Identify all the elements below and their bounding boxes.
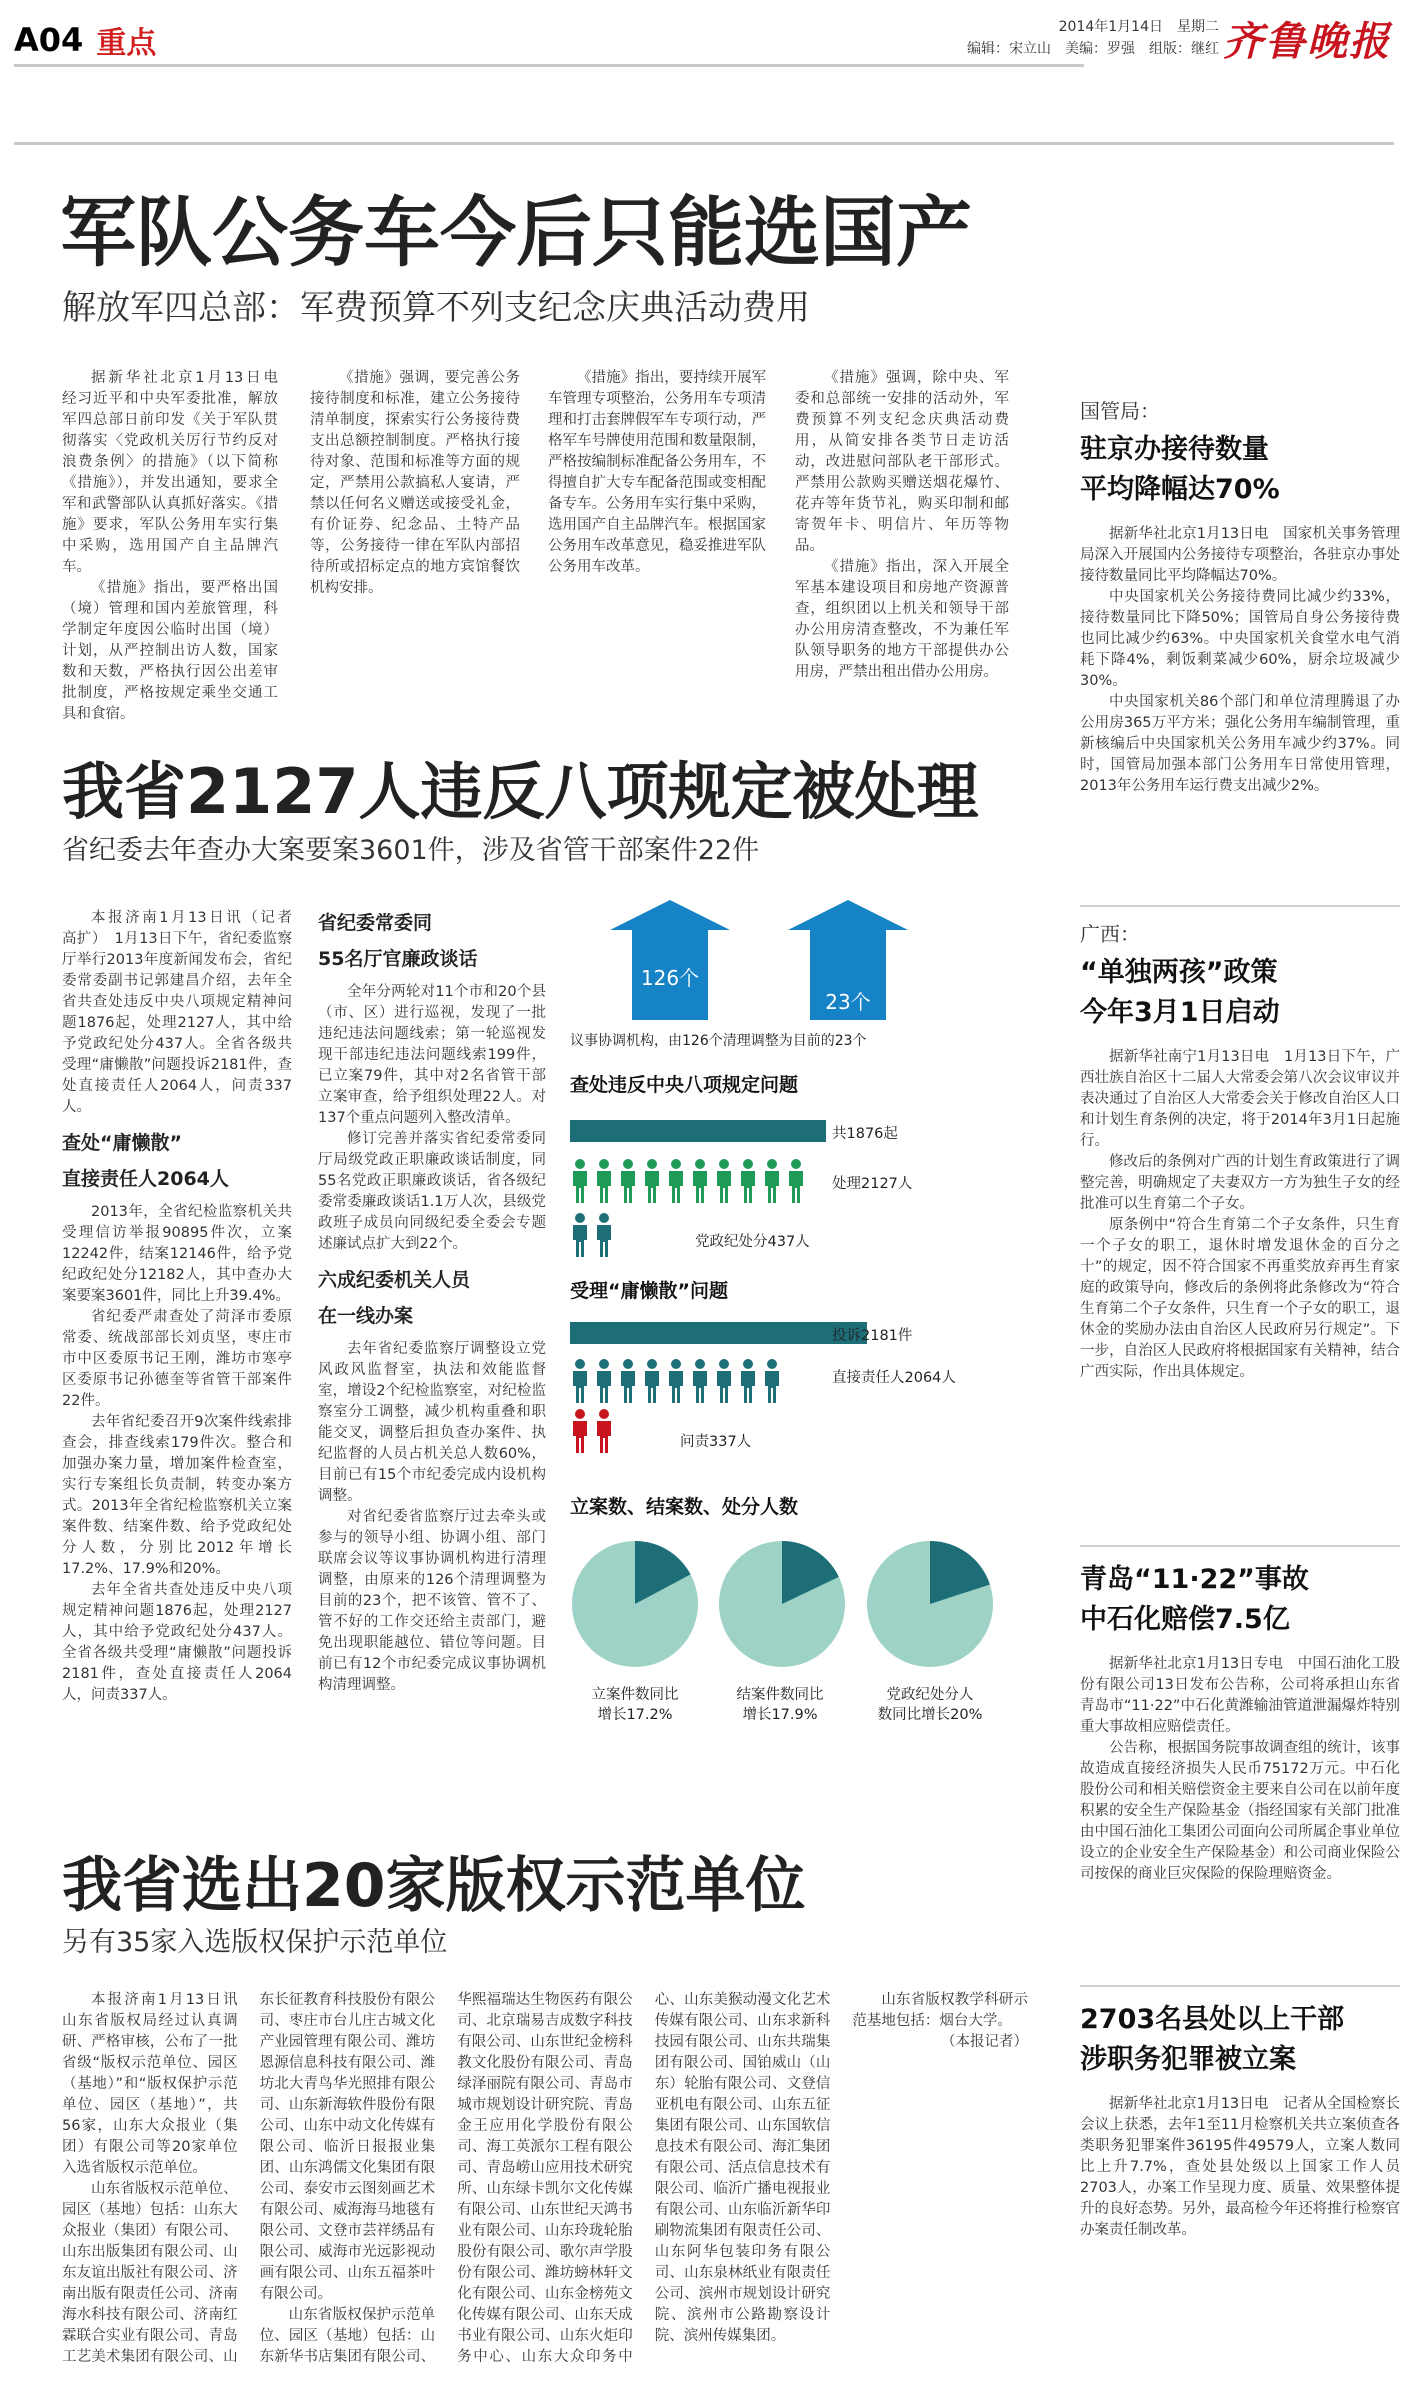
- person-icon: [762, 1158, 782, 1204]
- story2-section-heading: 六成纪委机关人员: [318, 1269, 471, 1291]
- people4-label: 问责337人: [680, 1434, 752, 1450]
- person-icon: [642, 1358, 662, 1404]
- story1-column-1: [62, 368, 293, 722]
- story2-section-heading: 55名厅官廉政谈话: [318, 948, 478, 970]
- section2-title: 受理“庸懒散”问题: [570, 1280, 728, 1302]
- story2-section-heading: 省纪委常委同: [318, 912, 433, 934]
- story1-paragraph: 据新华社北京1月13日电 经习近平和中央军委批准，解放军四总部日前印发《关于军队贯彻落实〈党政机关厉行节约反对浪费条例〉的措施》（以下简称《措施》），并发出通知，要求全军和武警部队认真抓好落实。《措施》要求，军队公务用车实行集中采购，选用国产自主品牌汽车。: [62, 370, 293, 575]
- story1-paragraph: 《措施》指出，要严格出国（境）管理和国内差旅管理，科学制定年度因公临时出国（境）计划，从严控制出访人数，国家数和天数，严格执行因公出差审批制度，严格按规定乘坐交通工具和食宿。: [62, 580, 278, 722]
- issue-date: 2014年1月14日 星期二: [1058, 19, 1219, 35]
- arrow1-value: 126个: [640, 966, 700, 990]
- sidebar-title: 平均降幅达70%: [1080, 474, 1280, 505]
- arrow2-value: 23个: [825, 990, 871, 1014]
- person-icon: [738, 1358, 758, 1404]
- person-icon: [594, 1158, 614, 1204]
- person-icon: [690, 1158, 710, 1204]
- sidebar-divider: [1080, 1985, 1400, 1987]
- person-icon: [714, 1158, 734, 1204]
- sidebar-paragraph: 据新华社北京1月13日电 国家机关事务管理局深入开展国内公务接待专项整治，各驻京办事处接待数量同比平均降幅达70%。: [1080, 526, 1400, 584]
- story1-paragraph: 《措施》指出，深入开展全军基本建设项目和房地产资源普查，组织团以上机关和领导干部办公用房清查整改，不为兼任军队领导职务的地方干部提供办公用房，严禁出租出借办公用房。: [795, 559, 1009, 680]
- newspaper-logo: 齐鲁晚报: [1223, 18, 1391, 65]
- story2-section-heading: 在一线办案: [318, 1305, 414, 1327]
- arrow-126: [610, 900, 730, 1020]
- person-icon: [570, 1358, 590, 1404]
- pie3-caption: [860, 1685, 1000, 1725]
- story3-paragraph: 山东省版权保护示范单位、园区（基地）包括：山东新华书店集团有限公司、华熙福瑞达生物医药有限公司、北京瑞易吉成数字科技有限公司、山东世纪金榜科教文化股份有限公司、青岛绿泽丽院有限公司、青岛市城市规划设计研究院、青岛金王应用化学股份有限公司、海工英派尔工程有限公司、青岛崂山应用技术研究所、山东绿卡凯尔文化传媒有限公司、山东世纪天鸿书业有限公司、山东玲珑轮胎股份有限公司、歌尔声学股份有限公司、潍坊螃林轩文化有限公司、山东金榜苑文化传媒有限公司、山东天成书业有限公司、山东火炬印务中心、山东大众印务中心、山东美猴动漫文化艺术传媒有限公司、山东求新科技园有限公司、山东共瑞集团有限公司、国铂威山（山东）轮胎有限公司、文登信亚机电有限公司、山东五征集团有限公司、山东国软信息技术有限公司、海汇集团有限公司、活点信息技术有限公司、临沂广播电视报业有限公司、山东临沂新华印刷物流集团有限责任公司、山东阿华包装印务有限公司、山东泉林纸业有限责任公司、滨州市规划设计研究院、滨州市公路勘察设计院、滨州传媒集团。: [259, 1992, 831, 2365]
- sidebar-tag: 广西：: [1080, 922, 1140, 946]
- story2-paragraph: 全年分两轮对11个市和20个县（市、区）进行巡视，发现了一批违纪违法问题线索；第一轮巡视发现干部违纪违法问题线索199件，已立案79件，其中对2名省管干部立案审查，给予组织处理22人。对137个重点问题列入整改清单。: [318, 984, 546, 1126]
- page-number: A04: [14, 21, 84, 59]
- pie2-caption-line1: 结案件数同比: [736, 1687, 824, 1703]
- story2-paragraph: 去年全省共查处违反中央八项规定精神问题1876起，处理2127人，其中给予党政纪处分437人。全省各级共受理“庸懒散”问题投诉2181件，查处直接责任人2064人，问责337人。: [62, 1582, 292, 1703]
- person-icon: [738, 1158, 758, 1204]
- person-icon: [618, 1158, 638, 1204]
- editor-credits: 编辑：宋立山 美编：罗强 组版：继红: [967, 41, 1219, 57]
- sidebar-title: 今年3月1日启动: [1080, 997, 1280, 1028]
- story1-subhead: 解放军四总部：军费预算不列支纪念庆典活动费用: [62, 288, 810, 328]
- person-icon: [642, 1158, 662, 1204]
- person-icon: [666, 1158, 686, 1204]
- pie-charts: [570, 1534, 1060, 1674]
- story3-paragraph: 山东省版权教学科研示范基地包括：烟台大学。: [852, 1992, 1028, 2029]
- sidebar-story-3: [1080, 1560, 1400, 1980]
- arrow-caption: 议事协调机构，由126个清理调整为目前的23个: [570, 1033, 867, 1049]
- sidebar-title: 中石化赔偿7.5亿: [1080, 1604, 1290, 1635]
- person-icon: [618, 1358, 638, 1404]
- person-icon: [714, 1358, 734, 1404]
- sidebar-paragraph: 据新华社北京1月13日专电 中国石油化工股份有限公司13日发布公告称，公司将承担山东省青岛市“11·22”中石化黄潍输油管道泄漏爆炸特别重大事故相应赔偿责任。: [1080, 1656, 1400, 1735]
- sidebar-body: [1080, 1654, 1400, 1885]
- sidebar-story-2: [1080, 918, 1400, 1538]
- story3-paragraph: 山东省版权示范单位、园区（基地）包括：山东大众报业（集团）有限公司、山东出版集团有限公司、山东友谊出版社有限公司、济南出版有限责任公司、济南海水科技有限公司、济南红霖联合实业有限公司、青岛工艺美术集团有限公司、山东长征教育科技股份有限公司、枣庄市台儿庄古城文化产业园管理有限公司、潍坊恩源信息科技有限公司、潍坊北大青鸟华光照排有限公司、山东新海软件股份有限公司、山东中动文化传媒有限公司、临沂日报报业集团、山东鸿儒文化集团有限公司、泰安市云图刻画艺术有限公司、威海海马地毯有限公司、文登市芸祥绣品有限公司、威海市光远影视动画有限公司、山东五福茶叶有限公司。: [62, 1992, 436, 2365]
- story1-headline: 军队公务车今后只能选国产: [60, 188, 972, 277]
- pie3-caption-line2: 数同比增长20%: [877, 1707, 983, 1723]
- story2-subhead: 省纪委去年查办大案要案3601件，涉及省管干部案件22件: [62, 835, 760, 866]
- sidebar-paragraph: 据新华社北京1月13日电 记者从全国检察长会议上获悉，去年1至11月检察机关共立案侦查各类职务犯罪案件36195件49579人，立案人数同比上升7.7%，查处县处级以上国家工作人员2703人，办案工作呈现力度、质量、效果整体提升的良好态势。另外，最高检今年还将推行检察官办案责任制改革。: [1080, 2096, 1400, 2238]
- masthead-divider: [14, 64, 1084, 67]
- person-icon: [594, 1408, 614, 1454]
- person-icon: [570, 1158, 590, 1204]
- section-name: 重点: [96, 26, 157, 61]
- sidebar-body: [1080, 2094, 1400, 2241]
- infographic: [570, 900, 1060, 1780]
- story1-paragraph: 《措施》强调，要完善公务接待制度和标准，建立公务接待清单制度，探索实行公务接待费支出总额控制制度。严格执行接待对象、范围和标准等方面的规定，严禁用公款搞私人宴请，严禁以任何名义赠送或接受礼金，有价证券、纪念品、土特产品等，公务接待一律在军队内部招待所或招标定点的地方宾馆餐饮机构安排。: [310, 370, 520, 596]
- sidebar-title: 驻京办接待数量: [1080, 434, 1269, 465]
- story2-paragraph: 2013年，全省纪检监察机关共受理信访举报90895件次，立案12242件，结案12146件，给予党纪政纪处分12182人，其中查办大案要案3601件，同比上升39.4%。: [62, 1204, 292, 1304]
- sidebar-paragraph: 原条例中“符合生育第二个子女条件，只生育一个子女的职工，退休时增发退休金的百分之十”的规定，因不符合国家不再重奖放弃再生育家庭的政策导向，修改后的条例将此条修改为“符合生育第二个子女条件，只生育一个子女的职工，退休金的奖励办法由自治区人民政府另行规定”。下一步，自治区人民政府将根据国家有关精神，结合广西实际，作出具体规定。: [1080, 1217, 1400, 1380]
- section3-title: 立案数、结案数、处分人数: [570, 1496, 799, 1518]
- story2-headline: 我省2127人违反八项规定被处理: [62, 755, 979, 828]
- person-icon: [762, 1358, 782, 1404]
- bar1-label: 共1876起: [832, 1126, 898, 1142]
- bar2-label: 投诉2181件: [832, 1328, 913, 1344]
- sidebar-paragraph: 中央国家机关公务接待费同比减少约33%，接待数量同比下降50%；国管局自身公务接待费也同比减少约63%。中央国家机关食堂水电气消耗下降4%，剩饭剩菜减少60%，厨余垃圾减少30%。: [1080, 589, 1400, 689]
- story3-byline: （本报记者）: [940, 2034, 1028, 2050]
- person-icon: [786, 1158, 806, 1204]
- story1-column-3: [548, 368, 766, 658]
- pie3-caption-line1: 党政纪处分人: [886, 1687, 974, 1703]
- person-icon: [570, 1408, 590, 1454]
- sidebar-story-4: [1080, 2000, 1400, 2375]
- person-icon: [666, 1358, 686, 1404]
- people1-label: 处理2127人: [832, 1176, 913, 1192]
- story2-column-2: [318, 908, 546, 1770]
- pie1-caption-line2: 增长17.2%: [597, 1707, 673, 1723]
- story2-section-heading: 直接责任人2064人: [62, 1168, 229, 1190]
- sidebar-divider: [1080, 1545, 1400, 1547]
- story2-paragraph: 修订完善并落实省纪委常委同厅局级党政正职廉政谈话制度，同55名党政正职廉政谈话，省各级纪委常委廉政谈话1.1万人次，县级党政班子成员向同级纪委全委会专题述廉试点扩大到22个。: [318, 1131, 546, 1252]
- story2-paragraph: 去年省纪委召开9次案件线索排查会，排查线索179件次。整合和加强办案力量，增加案件检查室，实行专案组长负责制，转变办案方式。2013年全省纪检监察机关立案案件数、结案件数、给予党政纪处分人数，分别比2012年增长17.2%、17.9%和20%。: [62, 1414, 292, 1577]
- story2-paragraph: 对省纪委省监察厅过去牵头或参与的领导小组、协调小组、部门联席会议等议事协调机构进行清理调整，由原来的126个清理调整为目前的23个，把不该管、管不了、管不好的工作交还给主责部门，避免出现职能越位、错位等问题。目前已有12个市纪委完成议事协调机构清理调整。: [318, 1509, 546, 1693]
- people2-label: 党政纪处分437人: [695, 1234, 810, 1250]
- story3-subhead: 另有35家入选版权保护示范单位: [62, 1927, 448, 1958]
- sidebar-title: “单独两孩”政策: [1080, 957, 1278, 988]
- sidebar-paragraph: 公告称，根据国务院事故调查组的统计，该事故造成直接经济损失人民币75172万元。中石化股份公司和相关赔偿资金主要来自公司在以前年度积累的安全生产保险基金（指经国家有关部门批准由中国石油化工集团公司面向公司所属企事业单位设立的企业安全生产保险基金）和公司商业保险公司按保的商业巨灾保险的保险理赔资金。: [1080, 1740, 1400, 1882]
- sidebar-divider: [1080, 905, 1400, 907]
- bar-1876: [570, 1120, 826, 1142]
- section1-title: 查处违反中央八项规定问题: [570, 1074, 799, 1096]
- story3-body: [62, 1990, 1028, 2370]
- story2-paragraph: 去年省纪委监察厅调整设立党风政风监督室，执法和效能监督室，增设2个纪检监察室，对纪检监察室分工调整，减少机构重叠和职能交叉，调整后担负查办案件、执纪监督的人员占机关总人数60%，目前已有15个市纪委完成内设机构调整。: [318, 1341, 546, 1504]
- sidebar-body: [1080, 524, 1400, 797]
- story3-paragraph: 本报济南1月13日讯 山东省版权局经过认真调研、严格审核，公布了一批省级“版权示范单位、园区（基地）”和“版权保护示范单位、园区（基地）”，共56家，山东大众报业（集团）有限公司等20家单位入选省版权示范单位。: [62, 1992, 253, 2176]
- story2-section-heading: 查处“庸懒散”: [62, 1132, 182, 1154]
- story1-paragraph: 《措施》强调，除中央、军委和总部统一安排的活动外，军费预算不列支纪念庆典活动费用，从简安排各类节日走访活动，改进慰问部队老干部形式。严禁用公款购买赠送烟花爆竹、花卉等年货节礼，购买印制和邮寄贺年卡、明信片、年历等物品。: [795, 370, 1009, 554]
- sidebar-paragraph: 修改后的条例对广西的计划生育政策进行了调整完善，明确规定了夫妻双方一方为独生子女的经批准可以生育第二个子女。: [1080, 1154, 1400, 1212]
- pie2-caption-line2: 增长17.9%: [742, 1707, 818, 1723]
- sidebar-paragraph: 据新华社南宁1月13日电 1月13日下午，广西壮族自治区十二届人大常委会第八次会议审议并表决通过了自治区人大常委会关于修改自治区人口和计划生育条例的决定，将于2014年3月1日起施行。: [1080, 1049, 1400, 1149]
- people3-label: 直接责任人2064人: [832, 1370, 956, 1386]
- story1-column-2: [310, 368, 520, 658]
- sidebar-title: 涉职务犯罪被立案: [1080, 2044, 1296, 2075]
- masthead-left: [14, 18, 156, 62]
- sidebar-title: 2703名县处以上干部: [1080, 2004, 1345, 2035]
- story1-column-4: [795, 368, 1009, 680]
- person-icon: [690, 1358, 710, 1404]
- pie2-caption: [710, 1685, 850, 1725]
- person-icon: [594, 1358, 614, 1404]
- sidebar-story-1: [1080, 395, 1400, 895]
- person-icon: [594, 1212, 614, 1258]
- pie1-caption: [565, 1685, 705, 1725]
- sidebar-body: [1080, 1047, 1400, 1383]
- sidebar-title: 青岛“11·22”事故: [1080, 1564, 1309, 1595]
- sidebar-paragraph: 中央国家机关86个部门和单位清理腾退了办公用房365万平方米；强化公务用车编制管理，重新核编后中央国家机关公务用车减少约37%。同时，国管局加强本部门公务用车日常使用管理，2013年公务用车运行费支出减少2%。: [1080, 694, 1400, 794]
- bar-2181: [570, 1322, 867, 1344]
- sidebar-tag: 国管局：: [1080, 399, 1160, 423]
- header-rule: [14, 142, 1394, 145]
- story2-column-1: [62, 908, 307, 1770]
- story1-paragraph: 《措施》指出，要持续开展军车管理专项整治，公务用车专项清理和打击套牌假军车专项行动，严格军车号牌使用范围和数量限制，严格按编制标准配备公务用车，不得擅自扩大专车配备范围或变相配备专车。公务用车实行集中采购，选用国产自主品牌汽车。根据国家公务用车改革意见，稳妥推进军队公务用车改革。: [548, 370, 766, 575]
- story3-headline: 我省选出20家版权示范单位: [62, 1851, 806, 1921]
- person-icon: [570, 1212, 590, 1258]
- pie1-caption-line1: 立案件数同比: [591, 1687, 679, 1703]
- story2-paragraph: 省纪委严肃查处了菏泽市委原常委、统战部部长刘贞坚，枣庄市市中区委原书记王刚，潍坊市寒亭区委原书记孙德奎等省管干部案件22件。: [62, 1309, 292, 1409]
- story2-paragraph: 本报济南1月13日讯（记者 高扩） 1月13日下午，省纪委监察厅举行2013年度新闻发布会，省纪委常委副书记郭建昌介绍，去年全省共查处违反中央八项规定精神问题1876起，处理2127人，其中给予党政纪处分437人。全省各级共受理“庸懒散”问题投诉2181件，查处直接责任人2064人，问责337人。: [62, 910, 307, 1115]
